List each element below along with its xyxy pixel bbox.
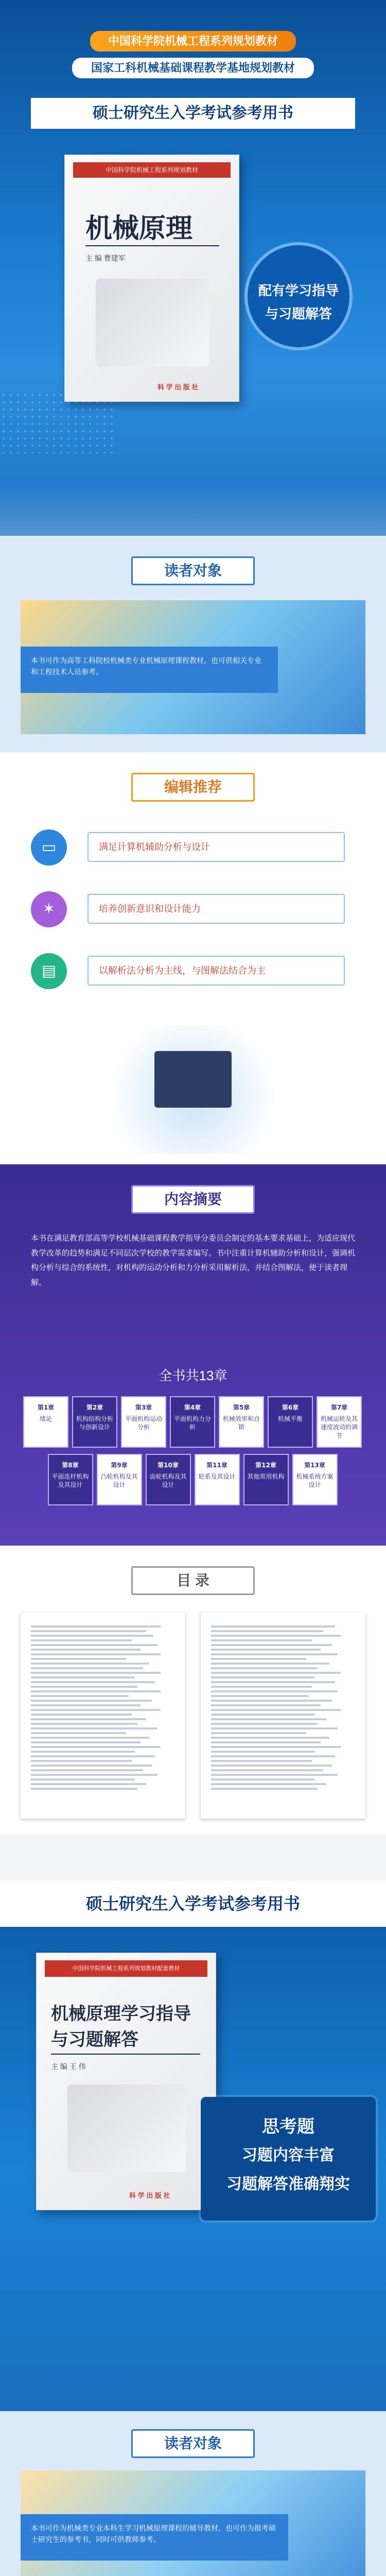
chapter-name: 平面机构运动分析 [125, 1415, 162, 1431]
title-rule [85, 245, 219, 246]
chapter-card [219, 1396, 264, 1448]
chapter-number: 第4章 [184, 1404, 201, 1411]
content-section-1 [0, 1164, 386, 1546]
chapter-name: 机械运转及其速度波动的调节 [320, 1415, 358, 1439]
chapter-number: 第9章 [111, 1462, 128, 1469]
circle-line-1: 配有学习指导 [258, 283, 339, 298]
chapter-number: 第13章 [304, 1462, 325, 1469]
chapter-number: 第11章 [206, 1462, 227, 1469]
recommend-item-1: 满足计算机辅助分析与设计 [87, 832, 345, 862]
reader-title: 读者对象 [131, 556, 255, 585]
toc-section-1 [0, 1546, 386, 1834]
circle-line-2: 与习题解答 [265, 306, 332, 321]
book-authors: 主 编 曹建军 [85, 254, 126, 262]
content-text: 本书在满足教育部高等学校机械基础课程教学指导分委员会制定的基本要求基础上，为适应现代教学改革的趋势和满足不同层次学校的教学需求编写。书中注重计算机辅助分析和设计，强调机构分析与综合的系统性，对机构的运动分析和力分析采用解析法，并结合图解法，便于读者理解。 [31, 1234, 356, 1287]
lightbulb-icon: ✶ [31, 891, 67, 927]
slogan-line-1: 思考题 [262, 2117, 314, 2137]
chapter-card [97, 1454, 142, 1505]
base-tag: 国家工科机械基础课程教学基地规划教材 [72, 58, 314, 78]
slogan-box [201, 2097, 376, 2221]
book-series-strip-2: 中国科学院机械工程系列规划教材配套教材 [45, 1960, 207, 1977]
laptop-illustration [154, 1051, 232, 1108]
chapter-name: 机械平衡 [277, 1415, 303, 1423]
exam-banner: 硕士研究生入学考试参考用书 [31, 98, 355, 129]
chapter-number: 第3章 [135, 1404, 152, 1411]
chapter-card [292, 1454, 338, 1505]
reader-text: 本书可作为高等工科院校机械类专业机械原理课程教材，也可供相关专业和工程技术人员参考。 [21, 647, 278, 693]
recommend-section-1 [0, 752, 386, 1020]
chapter-name: 齿轮机构及其设计 [149, 1473, 187, 1489]
book-publisher: 科 学 出 版 社 [157, 383, 199, 391]
chapter-grid [23, 1396, 363, 1510]
chapter-number: 第5章 [233, 1404, 250, 1411]
chapter-count: 全书共13章 [159, 1368, 227, 1383]
chapter-name: 平面连杆机构及其设计 [51, 1473, 89, 1489]
chapter-card [170, 1396, 215, 1448]
reader-section-1 [0, 536, 386, 752]
slogan-line-2: 习题内容丰富 [242, 2147, 335, 2164]
chapter-name: 平面机构力分析 [173, 1415, 211, 1431]
chapter-card [243, 1454, 289, 1505]
chapter-number: 第6章 [282, 1404, 299, 1411]
book-title-line-1: 机械原理学习指导 [51, 2005, 191, 2024]
gear-illustration-2 [67, 2084, 186, 2172]
chapter-name: 轮系及其设计 [198, 1473, 236, 1481]
book-authors-2: 主 编 王 伟 [51, 2062, 86, 2071]
reader-text-2: 本书可作为机械类专业本科生学习机械原理课程的辅导教材，也可作为报考硕士研究生的参考书，同时可供教师参考。 [21, 2514, 288, 2561]
recommend-item-2: 培养创新意识和设计能力 [87, 894, 345, 924]
chapter-name: 机械系统方案设计 [296, 1473, 334, 1489]
book-cover-1 [64, 155, 239, 402]
recommend-item-3: 以解析法分析为主线，与图解法结合为主 [87, 956, 345, 986]
slogan-line-3: 习题解答准确翔实 [226, 2176, 350, 2193]
gear-illustration [96, 279, 209, 366]
book-title-line-2: 与习题解答 [51, 2030, 138, 2049]
chapter-card [48, 1454, 93, 1505]
book-series-strip: 中国科学院机械工程系列规划教材 [73, 162, 231, 178]
book-title: 机械原理 [85, 214, 193, 244]
chapter-card [146, 1454, 191, 1505]
chapter-name: 机械效率和自锁 [222, 1415, 260, 1431]
recommend-title: 编辑推荐 [131, 773, 255, 802]
chapter-card [72, 1396, 117, 1448]
chapter-number: 第1章 [37, 1404, 55, 1411]
chapter-number: 第12章 [255, 1462, 276, 1469]
chapter-number: 第8章 [62, 1462, 79, 1469]
exam-banner-2: 硕士研究生入学考试参考用书 [0, 1880, 386, 1927]
chapter-name: 机构结构分析与创新设计 [76, 1415, 113, 1431]
toc-title: 目 录 [131, 1566, 255, 1595]
toc-page-left [21, 1613, 185, 1819]
bottom-glow [0, 484, 386, 536]
chapter-card [121, 1396, 166, 1448]
chapter-name: 其他常用机构 [247, 1473, 285, 1481]
hero-section-2 [0, 1880, 386, 2411]
reader-section-2 [0, 2411, 386, 2576]
feature-circle [244, 242, 353, 350]
chapter-card [268, 1396, 313, 1448]
series-tag: 中国科学院机械工程系列规划教材 [90, 31, 296, 52]
chart-icon: ▤ [31, 953, 67, 989]
chapter-card [195, 1454, 240, 1505]
chapter-number: 第2章 [86, 1404, 103, 1411]
chapter-name: 绪论 [39, 1415, 52, 1423]
chapter-number: 第7章 [330, 1404, 348, 1411]
illustration-band [0, 1020, 386, 1164]
chapter-card [23, 1396, 68, 1448]
content-title: 内容摘要 [131, 1185, 255, 1214]
title-rule-2 [51, 2054, 200, 2055]
book-publisher-2: 科 学 出 版 社 [129, 2192, 170, 2199]
hero-section-1 [0, 0, 386, 536]
computer-icon: ▭ [31, 829, 67, 866]
reader-title-2: 读者对象 [131, 2429, 255, 2458]
book-cover-2 [36, 1953, 216, 2210]
chapter-name: 凸轮机构及其设计 [100, 1473, 138, 1489]
chapter-card [317, 1396, 362, 1448]
divider-band [0, 1834, 386, 1880]
chapter-number: 第10章 [157, 1462, 179, 1469]
toc-page-right [201, 1613, 365, 1819]
